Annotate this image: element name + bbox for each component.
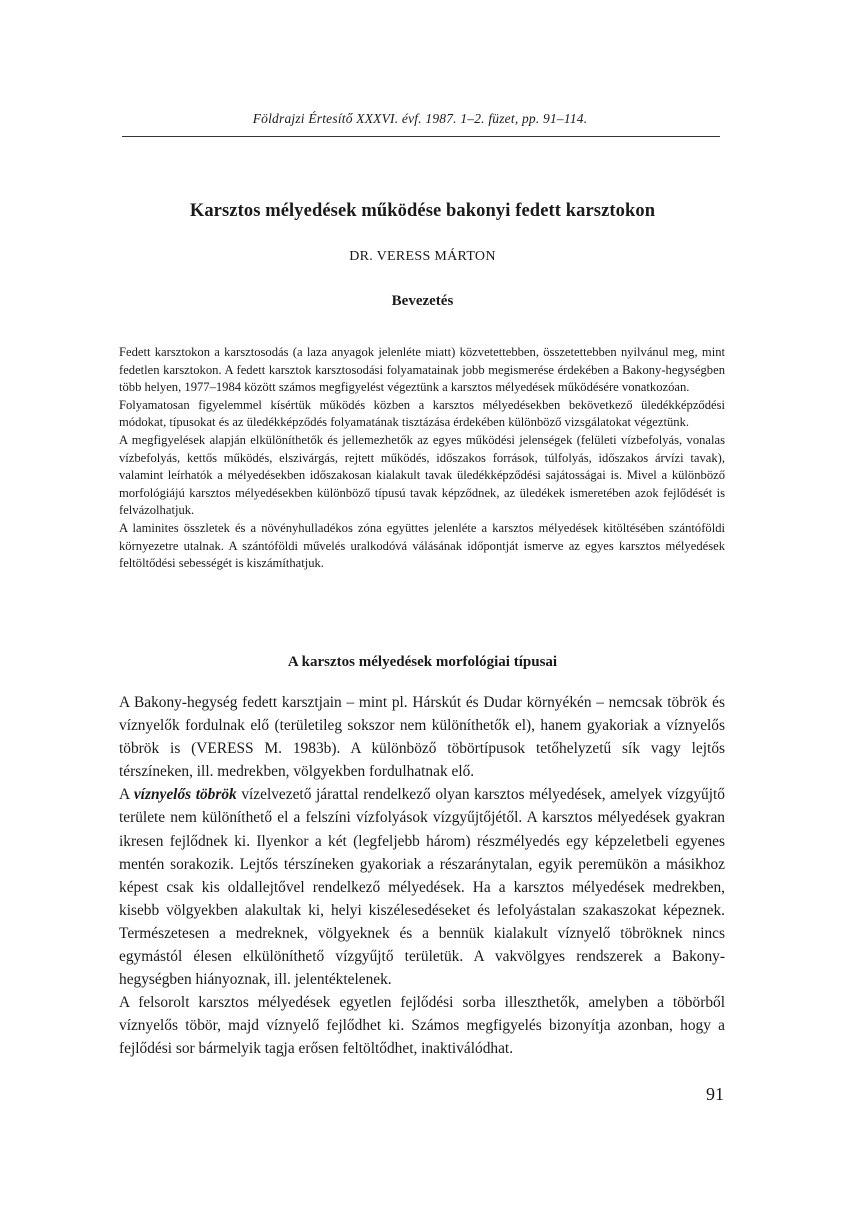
body-paragraph-2-lead: A xyxy=(119,786,134,804)
section-body xyxy=(119,691,725,1061)
body-paragraph-3: A felsorolt karsztos mélyedések egyetlen fejlődési sorba illeszthetők, amelyben a töbörből víznyelős töbör, majd víznyelő fejlődhet ki. Számos megfigyelés bizonyítja azonban, hogy a fejlődési sor bármelyik tagja erősen feltöltődhet, inaktiválódhat. xyxy=(119,994,725,1058)
body-paragraph-2-rest: vízelvezető járattal rendelkező olyan karsztos mélyedések, amelyek vízgyűjtő területe nem különíthető el a felszíni vízfolyások vízgyűjtőjétől. A karsztos mélyedések gyakran ikresen fejlődnek ki. Ilyenkor a két (legfeljebb három) részmélyedés egy képzeletbeli egyenes mentén sorakozik. Lejtős térszíneken gyakoriak a részaránytalan, egyik peremükön a másikhoz képest csak kis oldallejtővel rendelkező mélyedések. Ha a karsztos mélyedések medrekben, kisebb völgyekben alakultak ki, helyi kiszélesedéseket és lefolyástalan szakaszokat képeznek. Természetesen a medreknek, völgyeknek és a bennük kialakult víznyelő töbröknek nincs egymástól élesen elkülöníthető vízgyűjtő területük. A vakvölgyes rendszerek a Bakony-hegységben hiányoznak, ill. jelentéktelenek. xyxy=(119,786,725,989)
emphasized-term: víznyelős töbrök xyxy=(133,786,237,804)
body-paragraph-1: A Bakony-hegység fedett karsztjain – mint pl. Hárskút és Dudar környékén – nemcsak töbrök és víznyelők fordulnak elő (területileg sokszor nem különíthetők el), hanem gyakoriak a víznyelős töbrök is (VERESS M. 1983b). A különböző töbörtípusok tetőhelyzetű sík vagy lejtős térszíneken, ill. medrekben, völgyekben fordulhatnak elő. xyxy=(119,694,725,781)
author-name: DR. VERESS MÁRTON xyxy=(349,249,496,264)
section-heading: A karsztos mélyedések morfológiai típusai xyxy=(287,654,558,670)
intro-paragraph-3: A megfigyelések alapján elkülöníthetők és jellemezhetők az egyes működési jelenségek (felületi vízbefolyás, vonalas vízbefolyás, kettős működés, elszivárgás, rejtett működés, időszakos források, túlfolyás, időszakos árvízi tavak), valamint leírhatók a mélyedésekben időszakosan kialakult tavak üledékképződési sajátosságai is. Mivel a különböző morfológiájú karsztos mélyedésekben különböző típusú tavak képződnek, az üledékek ismeretében azok fejlődését is felvázolhatjuk. xyxy=(119,432,725,518)
intro-text xyxy=(119,344,725,573)
body-paragraph-2 xyxy=(119,783,725,991)
intro-paragraph-4: A laminites összletek és a növényhulladékos zóna együttes jelenléte a karsztos mélyedések kitöltésében szántóföldi környezetre utalnak. A szántóföldi művelés uralkodóvá válásának időpontját ismerve az egyes karsztos mélyedések feltöltődési sebességét is kiszámíthatjuk. xyxy=(119,520,725,571)
running-header: Földrajzi Értesítő XXXVI. évf. 1987. 1–2. füzet, pp. 91–114. xyxy=(252,111,588,126)
page-number: 91 xyxy=(706,1084,724,1104)
intro-paragraph-1: Fedett karsztokon a karsztosodás (a laza anyagok jelenléte miatt) közvetettebben, összetettebben nyilvánul meg, mint fedetlen karsztokon. A fedett karsztok karsztosodási folyamatainak jobb megismerése érdekében a Bakony-hegységben több helyen, 1977–1984 között számos megfigyelést végeztünk a karsztos mélyedések működésére vonatkozóan. xyxy=(119,345,725,395)
header-rule xyxy=(122,136,720,137)
intro-paragraph-2: Folyamatosan figyelemmel kísértük működés közben a karsztos mélyedésekben bekövetkező üledékképződési módokat, típusokat és az üledékképződés folyamatának tisztázása érdekében különböző vizsgálatokat végeztünk. xyxy=(119,397,725,430)
intro-heading: Bevezetés xyxy=(391,293,454,309)
article-title: Karsztos mélyedések működése bakonyi fedett karsztokon xyxy=(189,201,656,221)
